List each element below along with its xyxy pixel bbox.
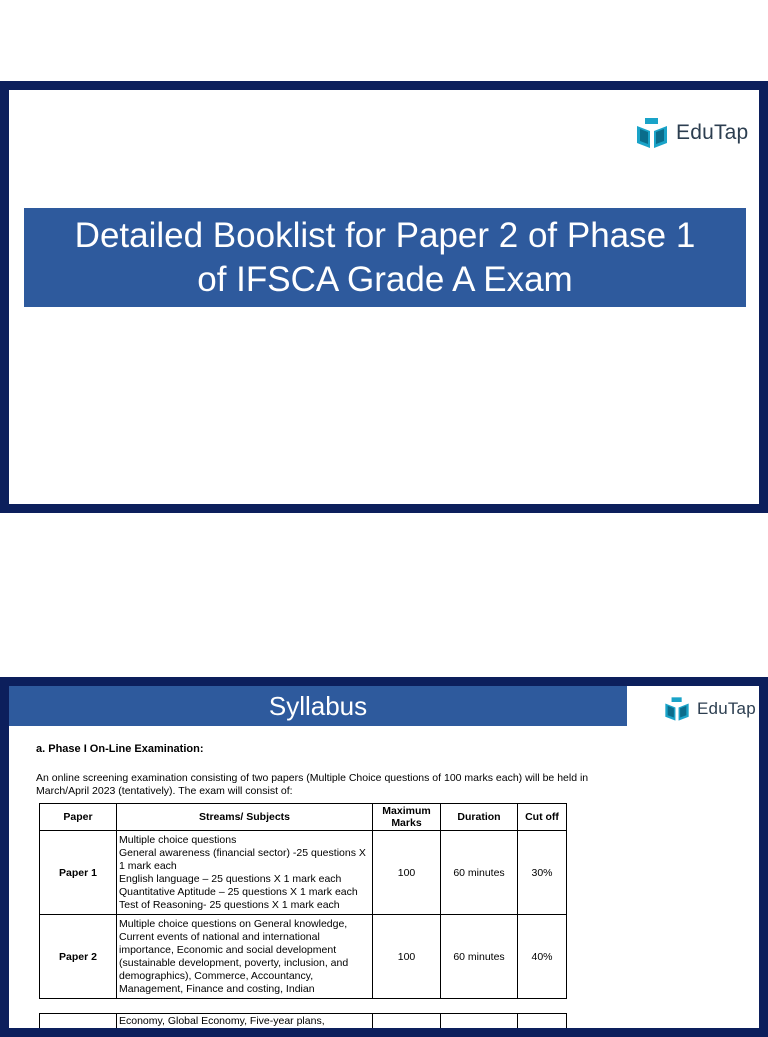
edutap-logo-icon	[634, 117, 670, 149]
cutoff-cell: 30%	[518, 831, 567, 915]
table-header-row	[40, 804, 567, 831]
paper-cell: Paper 1	[40, 831, 117, 915]
syllabus-table-continued	[39, 1013, 567, 1037]
col-header: Streams/ Subjects	[117, 804, 373, 831]
marks-cell: 100	[373, 915, 441, 999]
subject-line: English language – 25 questions X 1 mark each	[119, 873, 370, 886]
subject-line: Test of Reasoning- 25 questions X 1 mark each	[119, 899, 370, 912]
syllabus-header: Syllabus	[9, 686, 627, 726]
duration-cell: 60 minutes	[441, 915, 518, 999]
edutap-logo-icon	[663, 696, 691, 722]
logo-text: EduTap	[676, 121, 748, 145]
paper-cell: Paper 2	[40, 915, 117, 999]
cutoff-cell	[518, 1014, 567, 1037]
subjects-cell: Economy, Global Economy, Five-year plans,	[117, 1014, 373, 1037]
marks-cell: 100	[373, 831, 441, 915]
table-row	[40, 831, 567, 915]
duration-cell	[441, 1014, 518, 1037]
col-header: Cut off	[518, 804, 567, 831]
cutoff-cell: 40%	[518, 915, 567, 999]
subjects-cell: Multiple choice questions on General knowledge, Current events of national and international importance, Economic and social development (sustainable development, poverty, inclusion, and demographics), Commerce, Accountancy, Management, Finance and costing, Indian	[117, 915, 373, 999]
col-header: Paper	[40, 804, 117, 831]
table-row	[40, 915, 567, 999]
marks-cell	[373, 1014, 441, 1037]
title-banner	[24, 208, 746, 307]
title-line-1: Detailed Booklist for Paper 2 of Phase 1	[24, 214, 746, 258]
subject-line: General awareness (financial sector) -25 questions X 1 mark each	[119, 847, 370, 873]
phase-heading: a. Phase I On-Line Examination:	[36, 743, 203, 755]
col-header: Duration	[441, 804, 518, 831]
intro-paragraph: An online screening examination consisting of two papers (Multiple Choice questions of 100 marks each) will be held in March/April 2023 (tentatively). The exam will consist of:	[36, 772, 596, 798]
col-header: Maximum Marks	[373, 804, 441, 831]
logo-text: EduTap	[697, 699, 756, 719]
title-slide	[0, 81, 768, 513]
subject-line: Multiple choice questions	[119, 834, 370, 847]
subject-line: Quantitative Aptitude – 25 questions X 1 mark each	[119, 886, 370, 899]
table-row	[40, 1014, 567, 1037]
syllabus-slide	[0, 677, 768, 1037]
title-line-2: of IFSCA Grade A Exam	[24, 258, 746, 302]
duration-cell: 60 minutes	[441, 831, 518, 915]
subjects-cell	[117, 831, 373, 915]
edutap-logo	[663, 696, 756, 722]
syllabus-table	[39, 803, 567, 999]
edutap-logo	[634, 117, 748, 149]
paper-cell	[40, 1014, 117, 1037]
